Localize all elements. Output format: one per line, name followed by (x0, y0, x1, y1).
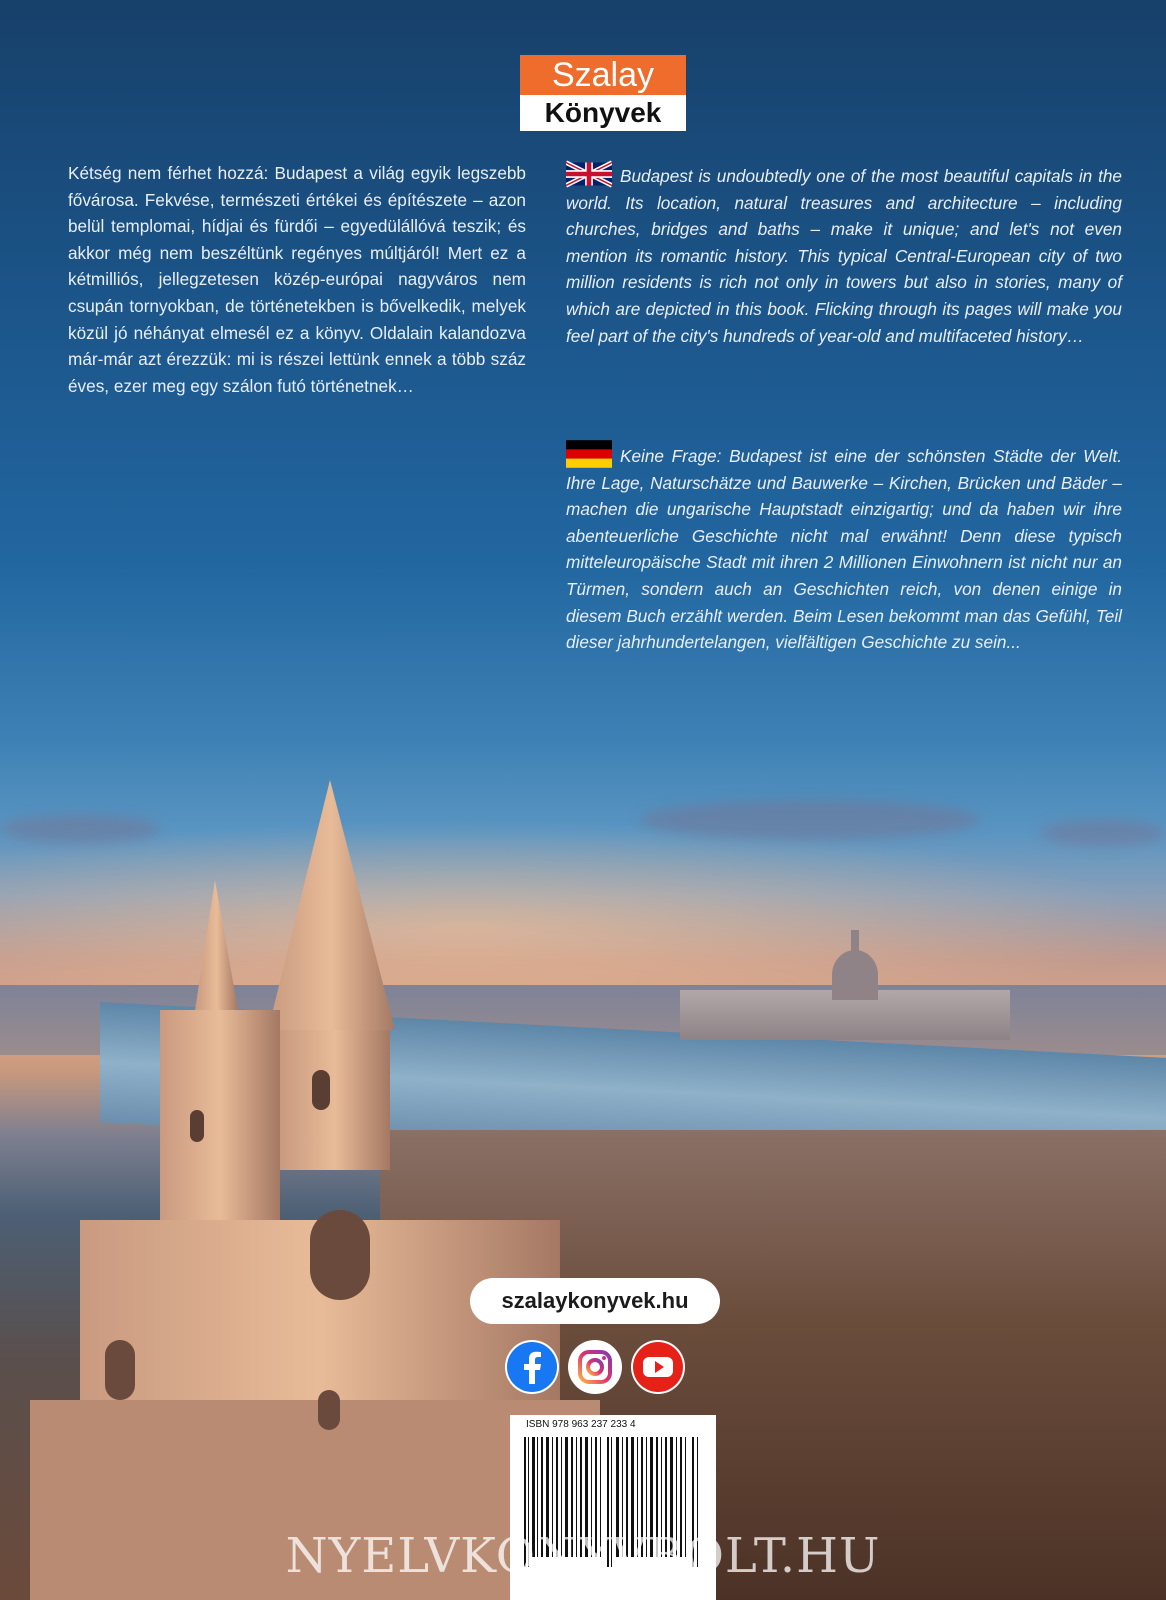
english-description-block (566, 160, 1122, 349)
logo-top-text: Szalay (520, 55, 686, 95)
publisher-logo (520, 55, 686, 131)
cloud (640, 800, 980, 840)
uk-flag-icon (566, 160, 612, 188)
logo-bottom-text: Könyvek (520, 95, 686, 131)
store-watermark: NYELVKONYVBOLT.HU (285, 1528, 881, 1584)
youtube-icon[interactable] (631, 1340, 685, 1394)
cloud (1040, 820, 1166, 846)
english-description: Budapest is undoubtedly one of the most beautiful capitals in the world. Its location, natural treasures and architecture – including churches, bridges and baths – make it unique; and let's not even mention its romantic history. This typical Central-European city of two million residents is rich not only in towers but also in stories, many of which are depicted in this book. Flicking through its pages will make you feel part of the city's hundreds of year-old and multifaceted history… (566, 166, 1122, 346)
german-description-block (566, 440, 1122, 656)
germany-flag-icon (566, 440, 612, 468)
parliament-spire (851, 930, 859, 955)
isbn-number: ISBN 978 963 237 233 4 (526, 1419, 636, 1430)
instagram-icon[interactable] (568, 1340, 622, 1394)
german-description: Keine Frage: Budapest ist eine der schönsten Städte der Welt. Ihre Lage, Naturschätze und Bauwerke – Kirchen, Brücken und Bäder – machen die ungarische Hauptstadt einzigartig; und da haben wir ihre abenteuerliche Geschichte nicht mal erwähnt! Denn diese typisch mitteleuropäische Stadt mit ihren 2 Millionen Einwohnern ist nicht nur an Türmen, sondern auch an Geschichten reich, von denen einige in diesem Buch erzählt werden. Beim Lesen bekommt man das Gefühl, Teil dieser jahrhundertelangen, vielfältigen Geschichte zu sein... (566, 446, 1122, 653)
facebook-icon[interactable] (505, 1340, 559, 1394)
parliament-dome (832, 950, 878, 1000)
hungarian-description: Kétség nem férhet hozzá: Budapest a világ egyik legszebb fővárosa. Fekvése, természeti értékei és építészete – azon belül templomai, hídjai és fürdői – egyedülállóvá teszik; és akkor még nem beszéltünk regényes múltjáról! Mert ez a kétmilliós, jellegzetesen közép-európai nagyváros nem csupán tornyokban, de történetekben is bővelkedik, melyek közül jó néhányat elmesél ez a könyv. Oldalain kalandozva már-már azt érezzük: mi is részei lettünk ennek a több száz éves, ezer meg egy szálon futó történetnek… (68, 163, 526, 396)
website-link[interactable]: szalaykonyvek.hu (470, 1278, 720, 1324)
